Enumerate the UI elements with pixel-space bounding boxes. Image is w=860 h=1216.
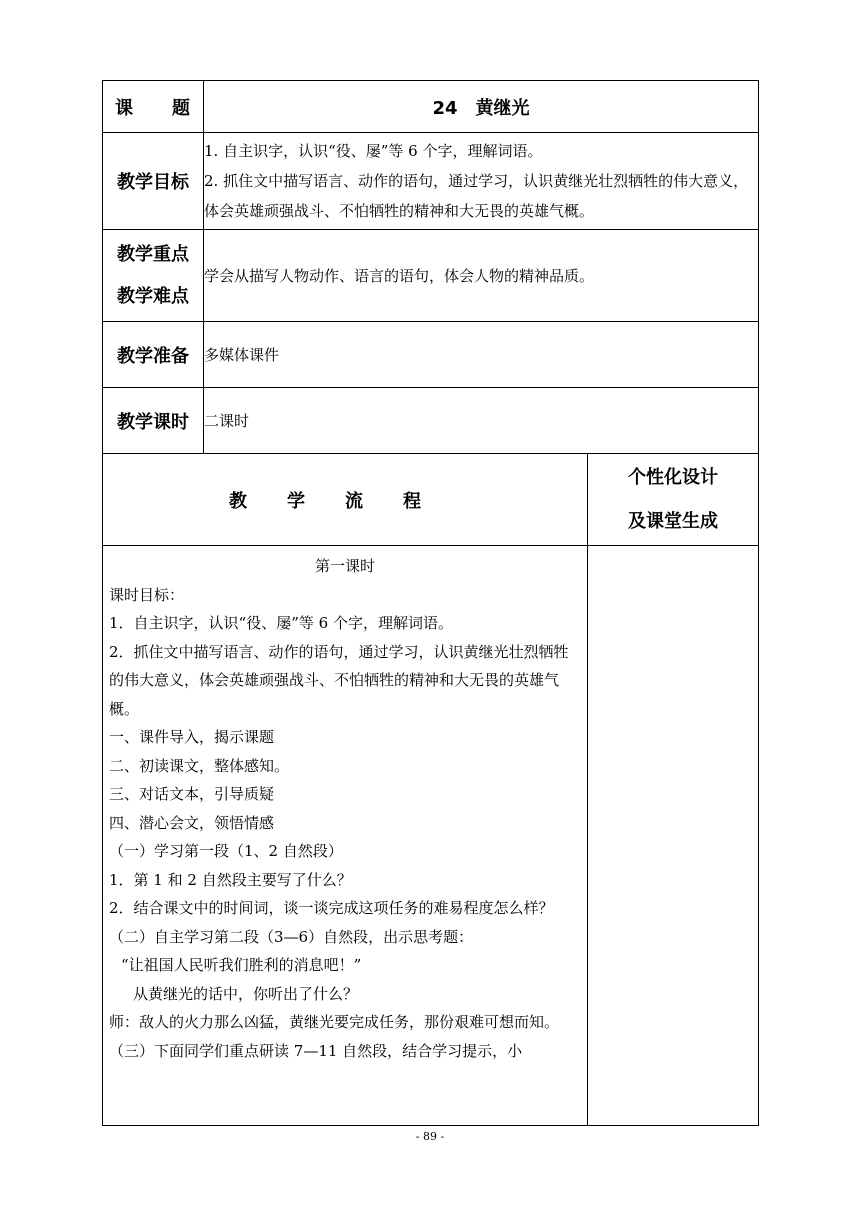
key-points-value: 学会从描写人物动作、语言的语句，体会人物的精神品质。 [204,230,759,322]
prep-label: 教学准备 [103,322,204,388]
flow-line: 四、潜心会文，领悟情感 [109,813,275,832]
flow-line: 从黄继光的话中，你听出了什么？ [133,984,359,1003]
lesson-plan-table [102,80,759,1126]
side-heading-line-2: 及课堂生成 [628,510,718,532]
key-point-label: 教学重点 [117,243,189,265]
periods-value: 二课时 [204,388,759,454]
flow-line: 二、初读课文，整体感知。 [109,756,290,775]
goal-item-1: 1. 自主识字，认识“役、屡”等 6 个字，理解词语。 [204,142,543,160]
flow-line: （二）自主学习第二段（3—6）自然段，出示思考题： [109,927,474,946]
topic-label: 课 题 [103,81,204,133]
goals-content [204,133,759,230]
flow-line: 一、课件导入，揭示课题 [109,728,275,746]
flow-header-row [103,454,759,546]
topic-row [103,81,759,133]
flow-heading: 教学流程 [103,454,588,546]
lesson-title: 24 黄继光 [204,81,759,133]
flow-line: 师：敌人的火力那么凶猛，黄继光要完成任务，那份艰难可想而知。 [109,1013,560,1031]
periods-row [103,388,759,454]
goals-label: 教学目标 [103,133,204,230]
prep-row [103,322,759,388]
lesson-plan-sheet [102,80,758,1126]
flow-line: 课时目标： [109,585,185,604]
flow-line: 2．结合课文中的时间词，谈一谈完成这项任务的难易程度怎么样？ [109,899,554,917]
flow-line: （一）学习第一段（1、2 自然段） [109,842,343,860]
flow-line: 三、对话文本，引导质疑 [109,785,275,803]
personalized-design-heading [588,454,759,546]
flow-line: 1．第 1 和 2 自然段主要写了什么？ [109,870,352,889]
period-title: 第一课时 [314,557,375,575]
difficult-point-label: 教学难点 [117,285,189,307]
flow-content [103,546,588,1126]
flow-line: 2．抓住文中描写语言、动作的语句，通过学习，认识黄继光壮烈牺牲的伟大意义，体会英雄顽强战斗、不怕牺牲的精神和大无畏的英雄气概。 [109,642,569,718]
goals-row [103,133,759,230]
prep-value: 多媒体课件 [204,322,759,388]
flow-body-row [103,546,759,1126]
flow-line: 1．自主识字，认识“役、屡”等 6 个字，理解词语。 [109,614,453,632]
periods-label: 教学课时 [103,388,204,454]
personalized-design-cell [588,546,759,1126]
flow-line: （三）下面同学们重点研读 7—11 自然段，结合学习提示，小 [109,1041,523,1060]
side-heading-line-1: 个性化设计 [628,466,718,488]
flow-line: “让祖国人民听我们胜利的消息吧！” [121,956,362,974]
key-points-label [103,230,204,322]
key-points-row [103,230,759,322]
goal-item-2: 2. 抓住文中描写语言、动作的语句，通过学习，认识黄继光壮烈牺牲的伟大意义，体会英雄顽强战斗、不怕牺牲的精神和大无畏的英雄气概。 [204,172,749,220]
page-number: - 89 - [415,1130,445,1143]
